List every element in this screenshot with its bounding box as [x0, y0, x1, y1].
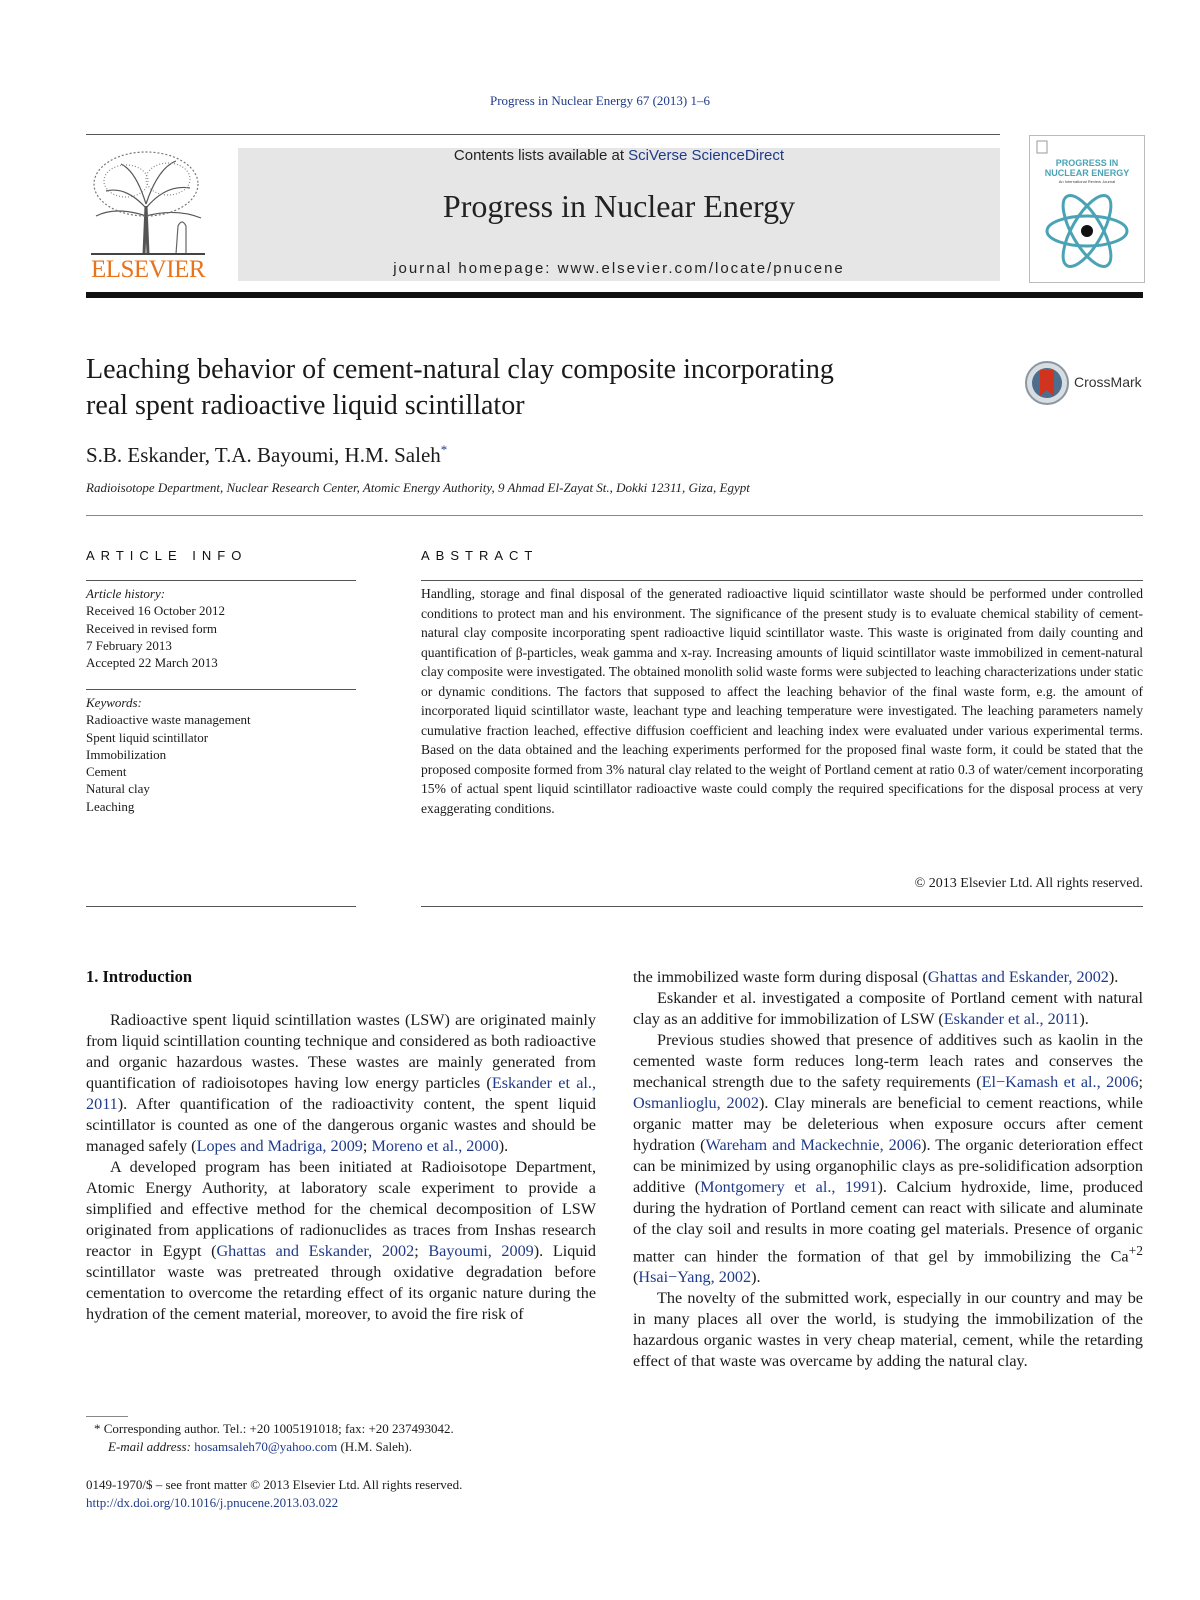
text-run: ).	[1108, 968, 1119, 986]
text-run: ;	[414, 1242, 429, 1260]
history-item: Received 16 October 2012	[86, 603, 225, 619]
body-paragraph	[633, 967, 1143, 988]
article-info-rule-mid	[86, 689, 356, 690]
article-history	[86, 585, 356, 671]
keyword-item: Natural clay	[86, 781, 150, 797]
superscript-charge: +2	[1128, 1243, 1143, 1258]
text-run: ;	[362, 1137, 372, 1155]
text-run: (	[633, 1268, 639, 1287]
citation-link[interactable]: Eskander et al., 2011	[943, 1010, 1080, 1028]
text-run: ). The organic deterioration effect can be minimized by using organophilic clays as pre-solidification adsorption additive (	[633, 1136, 1143, 1196]
citation-link[interactable]: Moreno et al., 2000	[371, 1137, 499, 1155]
citation-link[interactable]: Lopes and Madriga, 2009	[196, 1137, 363, 1155]
email-link[interactable]: hosamsaleh70@yahoo.com	[194, 1439, 338, 1454]
elsevier-logo	[86, 146, 210, 284]
affiliation: Radioisotope Department, Nuclear Research Center, Atomic Energy Authority, 9 Ahmad El-Zayat St., Dokki 12311, Giza, Egypt	[86, 480, 750, 495]
citation-link[interactable]: Eskander et al., 2011	[86, 1074, 597, 1113]
affiliation-rule	[86, 515, 1143, 516]
body-paragraph: The novelty of the submitted work, especially in our country and may be in many places all over the world, is studying the immobilization of the hazardous organic wastes in very cheap material, cement, while the retarding effect of that waste was overcame by adding the natural clay.	[633, 1289, 1143, 1371]
sciencedirect-link[interactable]: SciVerse ScienceDirect	[628, 147, 785, 164]
journal-reference[interactable]: Progress in Nuclear Energy 67 (2013) 1–6	[490, 93, 710, 108]
journal-cover-thumbnail[interactable]	[1029, 135, 1145, 283]
text-run: ).	[498, 1137, 509, 1155]
cover-title-line-1: PROGRESS IN	[1055, 158, 1119, 168]
citation-link[interactable]: Bayoumi, 2009	[428, 1242, 534, 1260]
keyword-item: Spent liquid scintillator	[86, 729, 209, 745]
email-suffix: (H.M. Saleh).	[337, 1439, 412, 1454]
keywords-label: Keywords:	[86, 695, 142, 710]
citation-link[interactable]: Ghattas and Eskander, 2002	[927, 968, 1109, 986]
header-thick-rule	[86, 292, 1143, 298]
issn-line: 0149-1970/$ – see front matter © 2013 Elsevier Ltd. All rights reserved.	[86, 1477, 463, 1492]
citation-link[interactable]: Montgomery et al., 1991	[700, 1178, 878, 1196]
email-label: E-mail address:	[108, 1439, 195, 1454]
title-line-1: Leaching behavior of cement-natural clay composite incorporating	[86, 354, 834, 385]
text-run: Previous studies showed that presence of additives such as kaolin in the cemented waste form reduces long-term leach rates and conserves the mechanical strength due to the safety requirements (	[633, 1031, 1143, 1091]
keyword-item: Immobilization	[86, 746, 167, 762]
history-item: Accepted 22 March 2013	[86, 655, 218, 671]
keywords	[86, 694, 356, 815]
crossmark-icon	[1024, 360, 1072, 406]
footnote-corresponding-text: Corresponding author. Tel.: +20 1005191018; fax: +20 237493042.	[100, 1421, 454, 1436]
keyword-item: Radioactive waste management	[86, 712, 251, 728]
abstract-heading: ABSTRACT	[421, 548, 539, 563]
text-run: ).	[751, 1268, 761, 1287]
journal-name: Progress in Nuclear Energy	[442, 188, 796, 224]
text-run: Eskander et al. investigated a composite of Portland cement with natural clay as an additive for immobilization of LSW (	[633, 989, 1143, 1028]
footnote-mark: *	[94, 1421, 101, 1436]
citation-link[interactable]: Wareham and Mackechnie, 2006	[705, 1136, 922, 1154]
text-run: ). After quantification of the radioactivity content, the spent liquid scintillator is counted as one of the dangerous organic wastes and should be managed safely (	[86, 1095, 596, 1155]
corresponding-author-mark[interactable]: *	[440, 442, 448, 457]
journal-header-banner	[238, 148, 1000, 281]
abstract-rule-top	[421, 580, 1143, 581]
elsevier-tree-icon	[86, 146, 210, 256]
cover-subtitle: An International Review Journal	[1058, 179, 1116, 184]
history-item: 7 February 2013	[86, 637, 172, 653]
article-info-rule-bottom	[86, 906, 356, 907]
keyword-item: Leaching	[86, 798, 135, 814]
text-run: ). Liquid scintillator waste was pretreated through oxidative degradation before cementation to overcome the retarding effect of its organic nature during the hydration of the cement material, moreover, to avoid the fire risk of	[86, 1242, 597, 1323]
cover-title-line-2: NUCLEAR ENERGY	[1044, 168, 1130, 178]
text-run: ;	[1138, 1073, 1143, 1091]
text-run: Radioactive spent liquid scintillation wastes (LSW) are originated mainly from liquid scintillation counting technique and considered as both radioactive and organic hazardous wastes. These wastes are mainly generated from quantification of radioisotopes having low energy particles (	[86, 1011, 596, 1092]
authors-names: S.B. Eskander, T.A. Bayoumi, H.M. Saleh	[86, 443, 441, 467]
cover-title	[1030, 158, 1144, 178]
citation-link[interactable]: Hsai−Yang, 2002	[638, 1268, 752, 1287]
body-paragraph	[86, 1157, 596, 1325]
abstract-copyright: © 2013 Elsevier Ltd. All rights reserved.	[914, 876, 1143, 891]
body-paragraph	[633, 988, 1143, 1030]
history-label: Article history:	[86, 586, 166, 601]
contents-line	[238, 147, 1000, 164]
body-paragraph	[633, 1030, 1143, 1288]
article-info-heading: ARTICLE INFO	[86, 548, 248, 563]
elsevier-wordmark: ELSEVIER	[90, 256, 206, 283]
text-run: ).	[1079, 1010, 1089, 1028]
history-item: Received in revised form	[86, 620, 218, 636]
crossmark-label: CrossMark	[1074, 374, 1142, 390]
body-column-left	[86, 1010, 596, 1325]
abstract-text: Handling, storage and final disposal of the generated radioactive liquid scintillator waste should be performed under controlled conditions to protect man and his environment. The significance of the present study is to evaluate chemical stability of cement-natural clay composite incorporating spent radioactive liquid scintillator waste. This waste is originated from daily counting and quantification of β-particles, weak gamma and x-ray. Increasing amounts of liquid scintillator waste immobilized in cement-natural clay composite were investigated. The obtained monolith solid waste forms were subjected to leaching characterizations under static or dynamic conditions. The factors that supposed to affect the leaching behavior of the final waste form, e.g. the amount of incorporated liquid scintillator waste, leachant type and leaching temperature were investigated. The leaching parameters namely cumulative fraction leached, effective diffusion coefficient and leaching index were evaluated under various experimental terms. Based on the data obtained and the leaching experiments performed for the proposed final waste form, it could be stated that the proposed composite formed from 3% natural clay related to the weight of Portland cement at ratio 0.3 of water/cement incorporating 15% of actual spent liquid scintillator radioactive waste could comply the required specifications for the disposal process at very exaggerating conditions.	[421, 586, 1143, 816]
header-top-rule	[86, 134, 1000, 135]
body-paragraph	[86, 1010, 596, 1157]
citation-link[interactable]: El−Kamash et al., 2006	[981, 1073, 1139, 1091]
abstract-rule-bottom	[421, 906, 1143, 907]
footnote-corresponding	[86, 1420, 596, 1438]
mini-elsevier-icon	[1036, 140, 1048, 154]
front-matter	[86, 1476, 686, 1512]
journal-homepage[interactable]: journal homepage: www.elsevier.com/locate/pnucene	[393, 260, 845, 277]
article-title	[86, 352, 986, 424]
citation-link[interactable]: Ghattas and Eskander, 2002	[216, 1242, 415, 1260]
atom-icon	[1042, 186, 1132, 276]
citation-link[interactable]: Osmanlioglu, 2002	[633, 1094, 759, 1112]
text-run: ). Clay minerals are beneficial to cement reactions, while organic matter may be deleterious when exposure occurs after cement hydration (	[633, 1094, 1143, 1154]
contents-prefix: Contents lists available at	[453, 147, 629, 164]
keyword-item: Cement	[86, 764, 127, 780]
crossmark-badge[interactable]	[1024, 360, 1144, 406]
title-line-2: real spent radioactive liquid scintillator	[86, 390, 525, 421]
body-column-right	[633, 967, 1143, 1372]
text-run: ). Calcium hydroxide, lime, produced during the hydration of Portland cement can react with silicate and aluminate of the clay soil and results in more coating gel materials. Presence of organic matter can hinder the formation of that gel by immobilizing the Ca	[633, 1178, 1143, 1266]
text-run: the immobilized waste form during disposal (	[633, 968, 928, 986]
text-run: A developed program has been initiated at Radioisotope Department, Atomic Energy Authority, at laboratory scale experiment to provide a simplified and effective method for the chemical decomposition of LSW originated from applications of radionuclides as traces from Inshas research reactor in Egypt (	[86, 1158, 596, 1260]
footnote-email	[86, 1438, 596, 1456]
article-info-rule-top	[86, 580, 356, 581]
footnote	[86, 1420, 596, 1456]
doi-link[interactable]: http://dx.doi.org/10.1016/j.pnucene.2013.03.022	[86, 1495, 339, 1510]
footnote-rule	[86, 1416, 128, 1417]
section-heading-introduction: 1. Introduction	[86, 967, 193, 986]
author-list	[86, 442, 447, 468]
